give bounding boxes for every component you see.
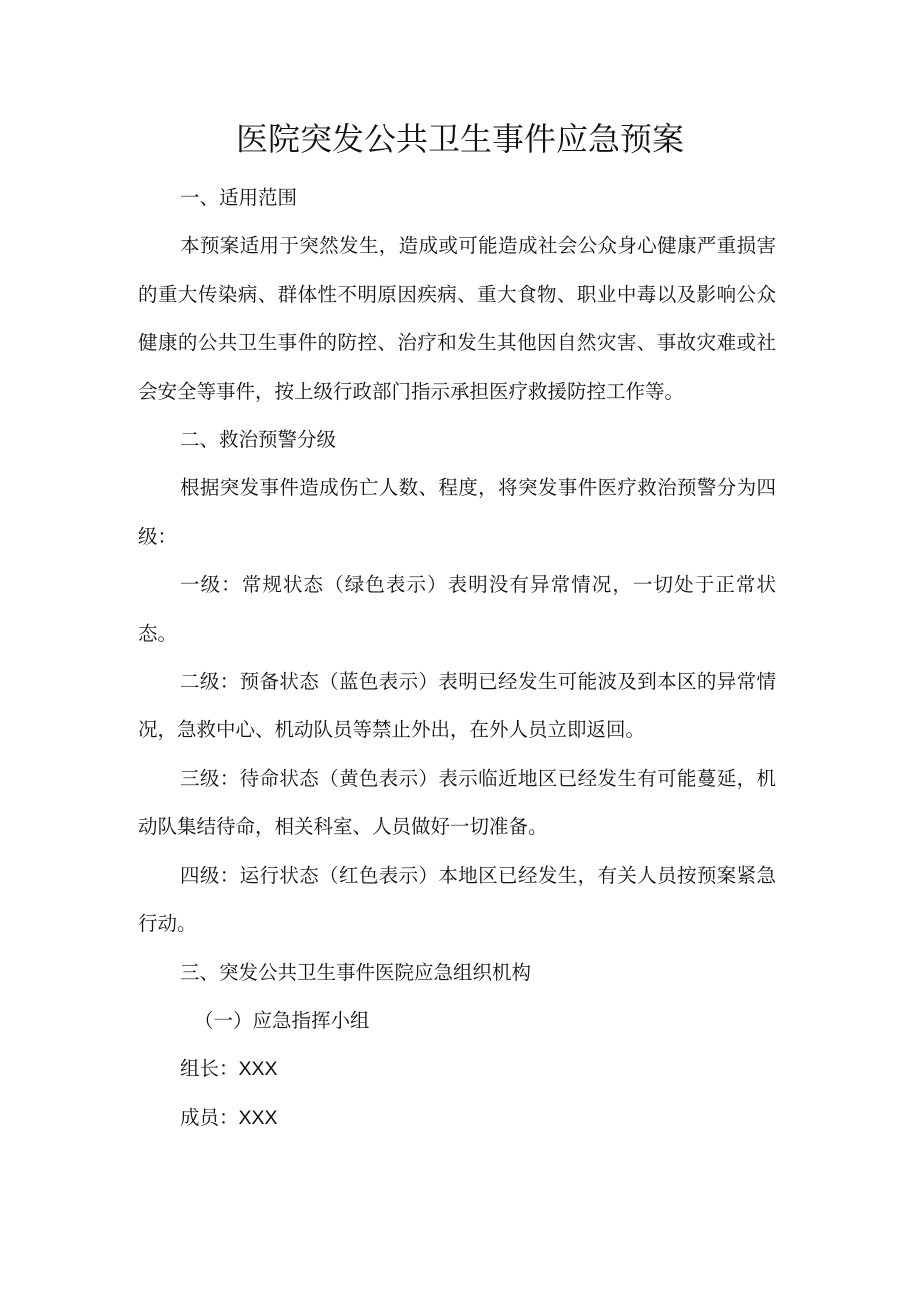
members-label: 成员：: [180, 1105, 239, 1129]
section-heading-warning-levels: 二、救治预警分级: [180, 428, 337, 452]
leader-line: [138, 1045, 776, 1093]
leader-value: XXX: [238, 1058, 278, 1081]
document-title: 医院突发公共卫生事件应急预案: [235, 120, 684, 158]
section-heading-scope: 一、适用范围: [180, 186, 298, 209]
members-line: [138, 1094, 776, 1142]
paragraph-level-1: 一级：常规状态（绿色表示）表明没有异常情况，一切处于正常状态。: [138, 573, 776, 645]
document-body: [138, 174, 776, 1142]
paragraph-level-4: 四级：运行状态（红色表示）本地区已经发生，有关人员按预案紧急行动。: [138, 863, 776, 936]
paragraph-level-2: 二级：预备状态（蓝色表示）表明已经发生可能波及到本区的异常情况，急救中心、机动队员等禁止外出，在外人员立即返回。: [138, 670, 776, 742]
paragraph-level-3: 三级：待命状态（黄色表示）表示临近地区已经发生有可能蔓延，机动队集结待命，相关科室、人员做好一切准备。: [138, 766, 776, 839]
subsection-heading-command-group: （一）应急指挥小组: [194, 1008, 370, 1032]
paragraph-scope: 本预案适用于突然发生，造成或可能造成社会公众身心健康严重损害的重大传染病、群体性不明原因疾病、重大食物、职业中毒以及影响公众健康的公共卫生事件的防控、治疗和发生其他因自然灾害、事故灾难或社会安全等事件，按上级行政部门指示承担医疗救援防控工作等。: [138, 234, 776, 403]
leader-label: 组长：: [180, 1057, 239, 1081]
members-value: XXX: [238, 1106, 278, 1129]
paragraph-warning-intro: 根据突发事件造成伤亡人数、程度，将突发事件医疗救治预警分为四级：: [138, 476, 776, 548]
section-heading-organization: 三、突发公共卫生事件医院应急组织机构: [180, 960, 532, 984]
